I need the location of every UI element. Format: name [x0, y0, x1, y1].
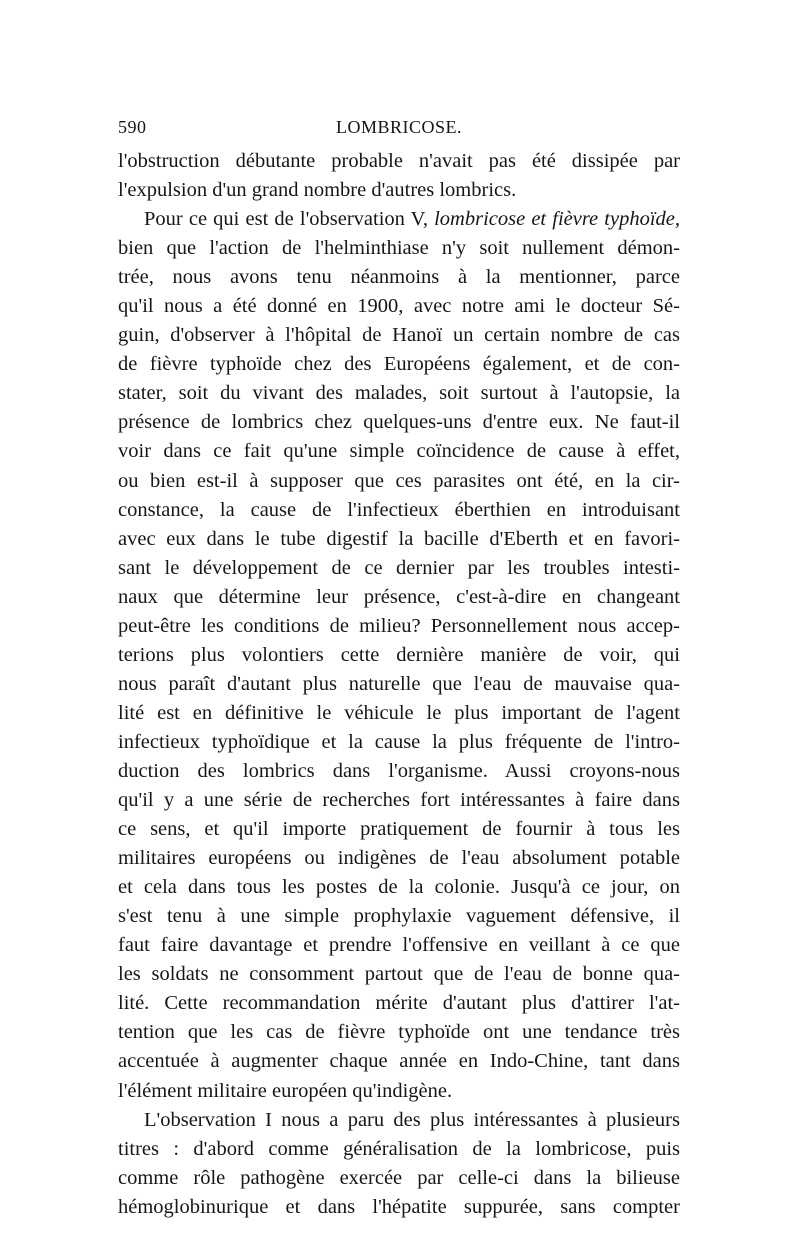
text-line: tention que les cas de fièvre typhoïde ont une tendance très [118, 1021, 680, 1044]
text-line: ou bien est-il à supposer que ces parasites ont été, en la cir- [118, 469, 680, 492]
text-line: comme rôle pathogène exercée par celle-ci dans la bilieuse [118, 1166, 680, 1189]
text-line: l'élément militaire européen qu'indigène. [118, 1079, 453, 1102]
text-line: nous paraît d'autant plus naturelle que l'eau de mauvaise qua- [118, 672, 680, 695]
text-line: et cela dans tous les postes de la colonie. Jusqu'à ce jour, on [118, 876, 680, 899]
text-line: faut faire davantage et prendre l'offensive en veillant à ce que [118, 934, 680, 957]
text-line: duction des lombrics dans l'organisme. Aussi croyons-nous [118, 759, 680, 782]
text-line: sant le développement de ce dernier par les troubles intesti- [118, 556, 680, 579]
text-segment: Pour ce qui est de l'observation V, [144, 208, 435, 231]
text-line: les soldats ne consomment partout que de l'eau de bonne qua- [118, 963, 680, 986]
text-line: qu'il nous a été donné en 1900, avec notre ami le docteur Sé- [118, 295, 680, 318]
text-line: qu'il y a une série de recherches fort intéressantes à faire dans [118, 789, 680, 812]
text-line: L'observation I nous a paru des plus intéressantes à plusieurs [144, 1108, 680, 1131]
text-line: stater, soit du vivant des malades, soit surtout à l'autopsie, la [118, 382, 680, 405]
text-line: avec eux dans le tube digestif la bacille d'Eberth et en favori- [118, 527, 680, 550]
text-line: trée, nous avons tenu néanmoins à la mentionner, parce [118, 266, 680, 289]
text-line: titres : d'abord comme généralisation de la lombricose, puis [118, 1137, 680, 1160]
text-line: militaires européens ou indigènes de l'eau absolument potable [118, 847, 680, 870]
text-line: l'expulsion d'un grand nombre d'autres lombrics. [118, 179, 517, 202]
running-head [118, 117, 680, 147]
text-line: guin, d'observer à l'hôpital de Hanoï un certain nombre de cas [118, 324, 680, 347]
text-line: terions plus volontiers cette dernière manière de voir, qui [118, 643, 680, 666]
text-line: s'est tenu à une simple prophylaxie vaguement défensive, il [118, 905, 680, 928]
text-line: lité. Cette recommandation mérite d'autant plus d'attirer l'at- [118, 992, 680, 1015]
text-line: hémoglobinurique et dans l'hépatite suppurée, sans compter [118, 1195, 680, 1218]
text-line: constance, la cause de l'infectieux éberthien en introduisant [118, 498, 680, 521]
text-line: peut-être les conditions de milieu? Personnellement nous accep- [118, 614, 680, 637]
text-line: infectieux typhoïdique et la cause la plus fréquente de l'intro- [118, 730, 680, 753]
text-line: l'obstruction débutante probable n'avait pas été dissipée par [118, 150, 680, 172]
text-line: voir dans ce fait qu'une simple coïncidence de cause à effet, [118, 440, 680, 463]
italic-phrase: lombricose et fièvre typhoïde, [434, 208, 680, 231]
text-line: accentuée à augmenter chaque année en Indo-Chine, tant dans [118, 1050, 680, 1073]
text-line [118, 205, 680, 234]
text-line: lité est en définitive le véhicule le plus important de l'agent [118, 701, 680, 724]
body-text [118, 147, 680, 1222]
text-line: présence de lombrics chez quelques-uns d'entre eux. Ne faut-il [118, 411, 680, 434]
page-number: 590 [118, 117, 147, 137]
running-title: LOMBRICOSE. [335, 117, 462, 137]
text-line: de fièvre typhoïde chez des Européens également, et de con- [118, 353, 680, 376]
text-line: bien que l'action de l'helminthiase n'y soit nullement démon- [118, 237, 680, 260]
text-line: naux que détermine leur présence, c'est-à-dire en changeant [118, 585, 680, 608]
text-line: ce sens, et qu'il importe pratiquement de fournir à tous les [118, 818, 680, 841]
